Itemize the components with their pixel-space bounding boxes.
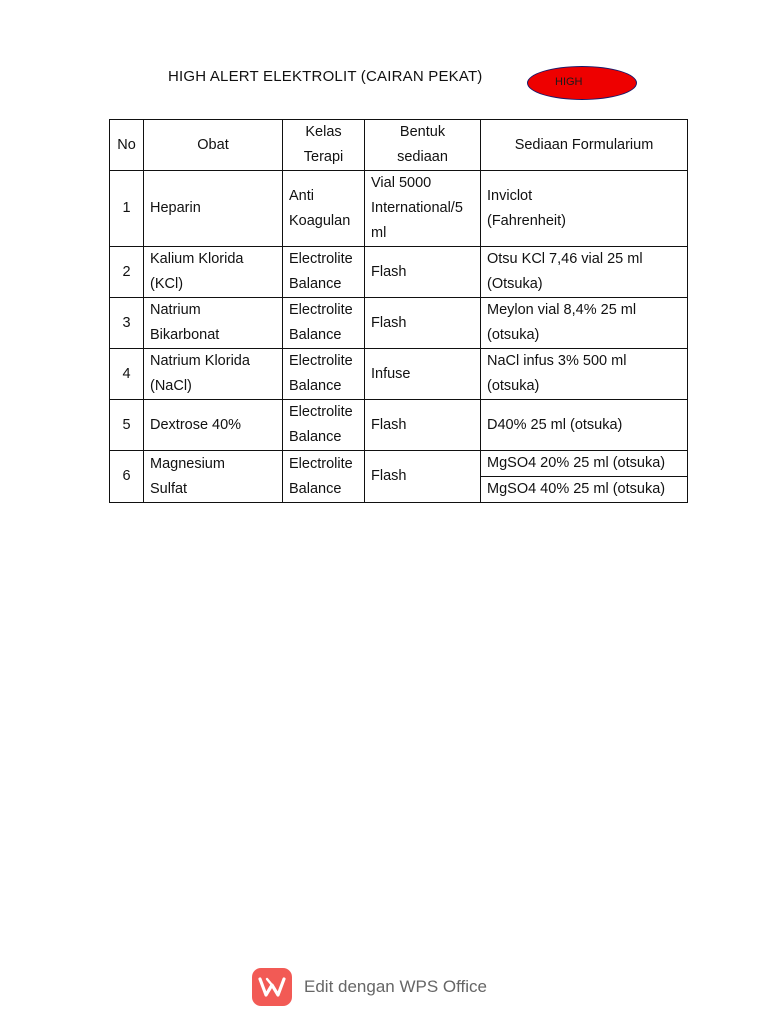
header-sediaan-formularium: Sediaan Formularium <box>481 120 688 171</box>
header-line: sediaan <box>397 149 448 165</box>
cell-line: (Otsuka) <box>487 276 543 292</box>
cell-line: Anti <box>289 187 314 204</box>
cell-sediaan <box>481 298 688 349</box>
cell-line: Otsu KCl 7,46 vial 25 ml <box>487 251 643 267</box>
wps-edit-label: Edit dengan WPS Office <box>304 977 488 996</box>
cell-line: NaCl infus 3% 500 ml <box>487 353 627 369</box>
table-header-row <box>110 120 688 171</box>
header-line: Kelas <box>305 124 342 140</box>
cell-line: Flash <box>371 314 407 331</box>
cell-line: (otsuka) <box>487 327 540 343</box>
cell-line: Inviclot <box>487 187 533 204</box>
cell-kelas <box>283 247 365 298</box>
high-alert-table <box>109 119 688 503</box>
cell-bentuk <box>365 451 481 503</box>
wps-logo-icon <box>252 968 292 1006</box>
table-row <box>110 247 688 298</box>
cell-kelas <box>283 400 365 451</box>
cell-line: (KCl) <box>150 276 184 292</box>
cell-obat <box>144 451 283 503</box>
cell-sediaan <box>481 477 688 503</box>
cell-line: Dextrose 40% <box>150 416 242 433</box>
cell-line: Bikarbonat <box>150 327 220 343</box>
cell-sediaan <box>481 400 688 451</box>
cell-sediaan <box>481 451 688 477</box>
cell-line: Natrium <box>150 302 201 318</box>
cell-line: Electrolite <box>289 302 353 318</box>
cell-line: MgSO4 40% 25 ml (otsuka) <box>487 481 666 497</box>
header-line: Bentuk <box>399 124 446 140</box>
cell-line: Flash <box>371 416 407 433</box>
cell-obat <box>144 400 283 451</box>
cell-line: Vial 5000 <box>371 175 432 191</box>
cell-bentuk <box>365 400 481 451</box>
table-row <box>110 451 688 477</box>
cell-line: Electrolite <box>289 455 353 472</box>
cell-line: (NaCl) <box>150 378 192 394</box>
cell-line: Balance <box>289 276 342 292</box>
cell-line: Flash <box>371 468 407 484</box>
cell-sediaan <box>481 171 688 247</box>
cell-no: 3 <box>110 298 144 349</box>
cell-line: Meylon vial 8,4% 25 ml <box>487 302 637 318</box>
cell-line: Magnesium <box>150 455 225 472</box>
cell-sediaan <box>481 349 688 400</box>
table-row <box>110 298 688 349</box>
cell-bentuk <box>365 247 481 298</box>
cell-line: Electrolite <box>289 353 353 369</box>
cell-line: International/5 <box>371 200 463 216</box>
high-alert-badge-label: HIGH <box>555 76 583 88</box>
cell-obat <box>144 171 283 247</box>
header-bentuk-sediaan <box>365 120 481 171</box>
cell-line: Koagulan <box>289 212 351 229</box>
header-kelas-terapi <box>283 120 365 171</box>
cell-line: Balance <box>289 480 342 497</box>
cell-line: Balance <box>289 378 342 394</box>
cell-kelas <box>283 298 365 349</box>
cell-kelas <box>283 171 365 247</box>
cell-bentuk <box>365 349 481 400</box>
cell-obat <box>144 247 283 298</box>
wps-logo-mark <box>258 976 286 998</box>
cell-no: 5 <box>110 400 144 451</box>
cell-line: Electrolite <box>289 251 353 267</box>
cell-line: D40% 25 ml (otsuka) <box>487 416 623 433</box>
cell-obat <box>144 298 283 349</box>
cell-line: (otsuka) <box>487 378 540 394</box>
cell-line: Flash <box>371 263 407 280</box>
header-line: Terapi <box>303 149 344 165</box>
cell-no: 6 <box>110 451 144 503</box>
cell-line: Natrium Klorida <box>150 353 250 369</box>
cell-no: 4 <box>110 349 144 400</box>
cell-line: Balance <box>289 429 342 445</box>
cell-line: (Fahrenheit) <box>487 212 566 229</box>
cell-line: Kalium Klorida <box>150 251 244 267</box>
cell-sediaan <box>481 247 688 298</box>
cell-kelas <box>283 349 365 400</box>
cell-bentuk <box>365 171 481 247</box>
header-no: No <box>110 120 144 171</box>
wps-edit-banner[interactable] <box>252 968 487 1006</box>
cell-bentuk <box>365 298 481 349</box>
cell-line: Infuse <box>371 365 411 382</box>
table-row <box>110 400 688 451</box>
cell-obat <box>144 349 283 400</box>
cell-line: Heparin <box>150 200 201 216</box>
cell-line: Balance <box>289 327 342 343</box>
cell-line: MgSO4 20% 25 ml (otsuka) <box>487 455 666 471</box>
header-obat: Obat <box>144 120 283 171</box>
cell-line: Sulfat <box>150 480 188 497</box>
cell-line: Electrolite <box>289 404 353 420</box>
cell-kelas <box>283 451 365 503</box>
cell-no: 1 <box>110 171 144 247</box>
cell-line: ml <box>371 225 387 241</box>
high-alert-badge <box>527 66 637 100</box>
cell-no: 2 <box>110 247 144 298</box>
table-row <box>110 171 688 247</box>
page-title: HIGH ALERT ELEKTROLIT (CAIRAN PEKAT) <box>168 68 483 85</box>
table-row <box>110 349 688 400</box>
